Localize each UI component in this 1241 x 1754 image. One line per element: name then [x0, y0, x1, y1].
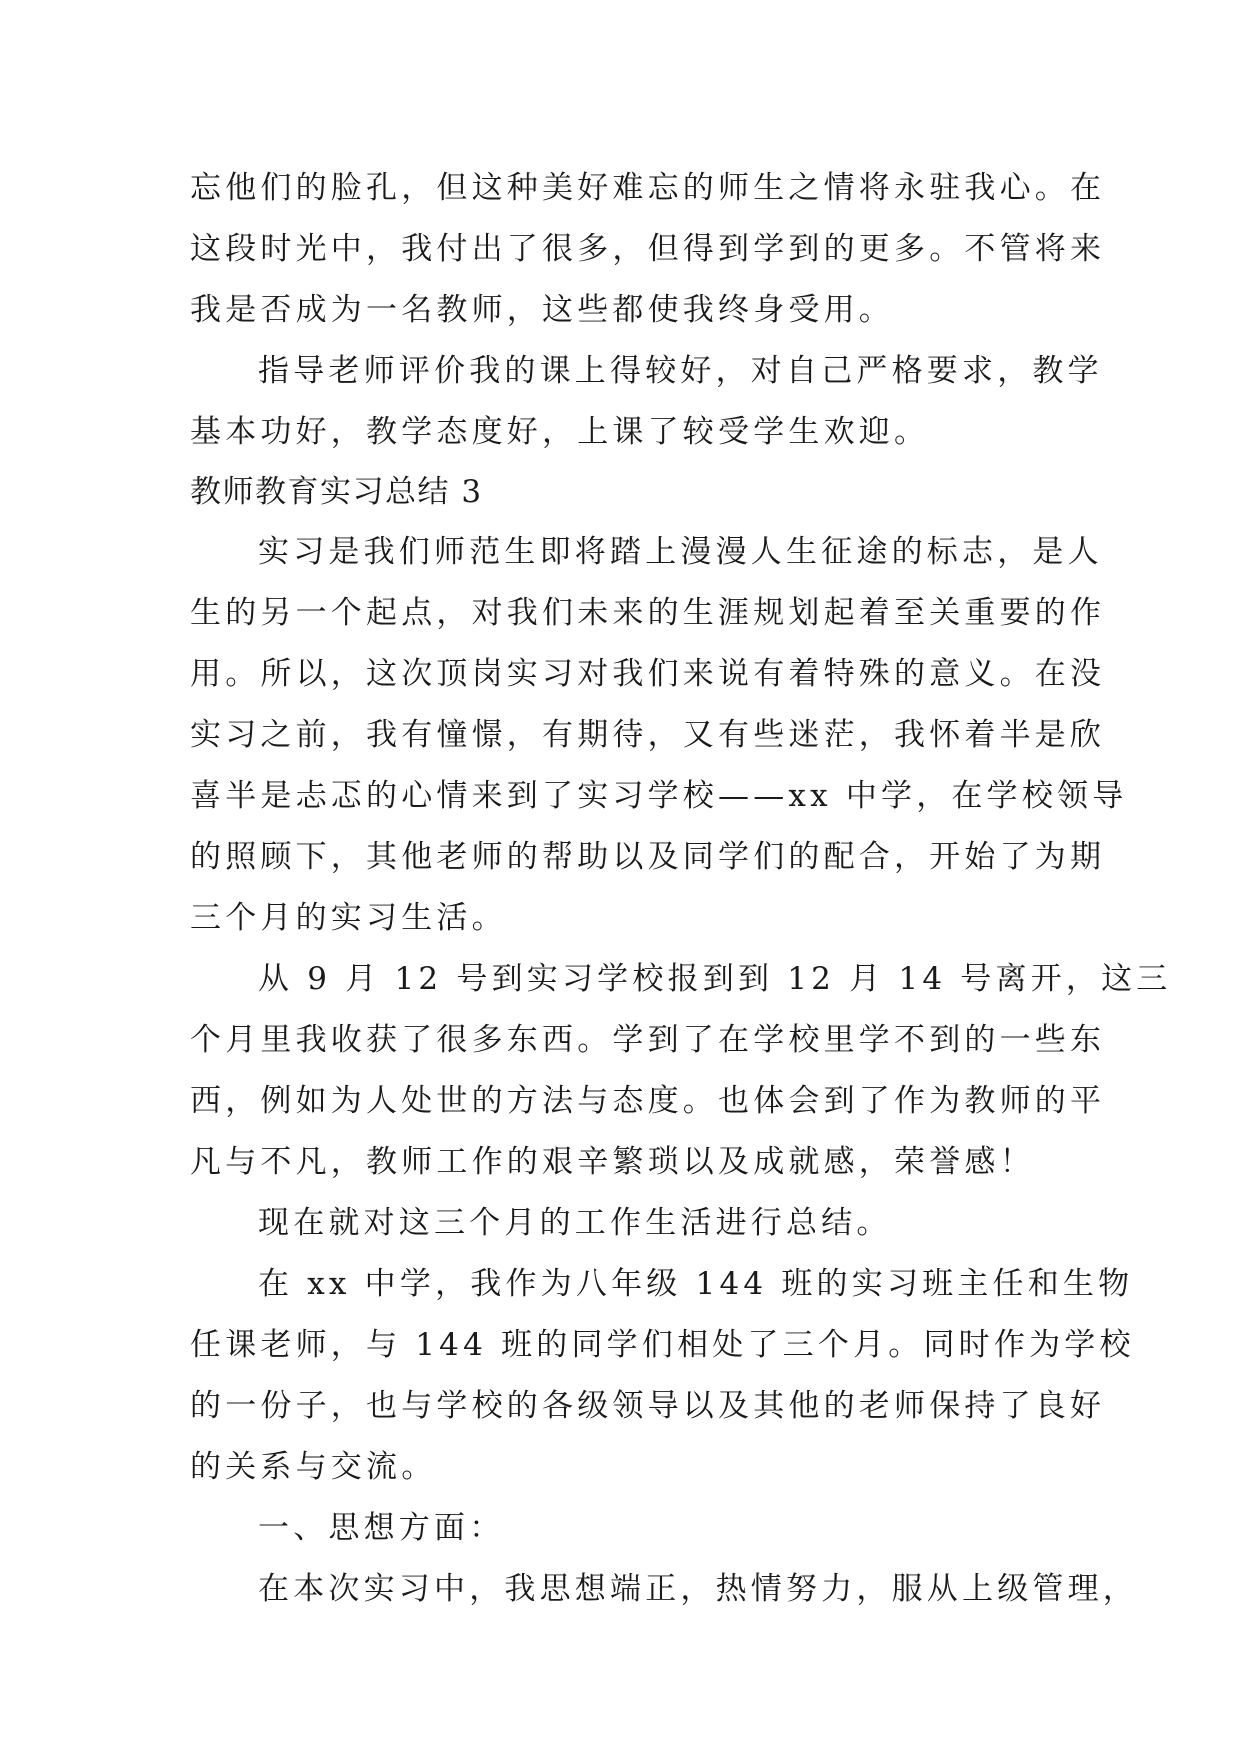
text-line: 这段时光中，我付出了很多，但得到学到的更多。不管将来: [190, 231, 1106, 267]
text-line: 基本功好，教学态度好，上课了较受学生欢迎。: [190, 414, 930, 450]
text-line: 忘他们的脸孔，但这种美好难忘的师生之情将永驻我心。在: [190, 170, 1106, 206]
text-line: 个月里我收获了很多东西。学到了在学校里学不到的一些东: [190, 1022, 1106, 1058]
section-heading: 教师教育实习总结 3: [190, 474, 483, 510]
text-line: 生的另一个起点，对我们未来的生涯规划起着至关重要的作: [190, 595, 1106, 631]
text-line: 用。所以，这次顶岗实习对我们来说有着特殊的意义。在没: [190, 656, 1106, 692]
text-line: 我是否成为一名教师，这些都使我终身受用。: [190, 292, 894, 328]
text-line: 凡与不凡，教师工作的艰辛繁琐以及成就感，荣誉感！: [190, 1144, 1035, 1180]
text-line: 三个月的实习生活。: [190, 900, 507, 936]
text-line: 的照顾下，其他老师的帮助以及同学们的配合，开始了为期: [190, 839, 1106, 875]
text-line: 指导老师评价我的课上得较好，对自己严格要求，教学: [258, 353, 1103, 389]
text-line: 一、思想方面：: [258, 1510, 505, 1546]
text-line: 的关系与交流。: [190, 1449, 437, 1485]
text-line: 的一份子，也与学校的各级领导以及其他的老师保持了良好: [190, 1388, 1106, 1424]
text-line: 现在就对这三个月的工作生活进行总结。: [258, 1205, 892, 1241]
text-line: 喜半是忐忑的心情来到了实习学校——xx 中学，在学校领导: [190, 778, 1128, 814]
text-line: 任课老师，与 144 班的同学们相处了三个月。同时作为学校: [190, 1327, 1135, 1363]
text-line: 在本次实习中，我思想端正，热情努力，服从上级管理，: [258, 1571, 1138, 1607]
text-line: 在 xx 中学，我作为八年级 144 班的实习班主任和生物: [258, 1266, 1134, 1302]
text-line: 实习是我们师范生即将踏上漫漫人生征途的标志，是人: [258, 534, 1103, 570]
text-line: 西，例如为人处世的方法与态度。也体会到了作为教师的平: [190, 1083, 1106, 1119]
text-line: 从 9 月 12 号到实习学校报到到 12 月 14 号离开，这三: [258, 961, 1172, 997]
document-body: [190, 158, 1172, 1620]
text-line: 实习之前，我有憧憬，有期待，又有些迷茫，我怀着半是欣: [190, 717, 1106, 753]
